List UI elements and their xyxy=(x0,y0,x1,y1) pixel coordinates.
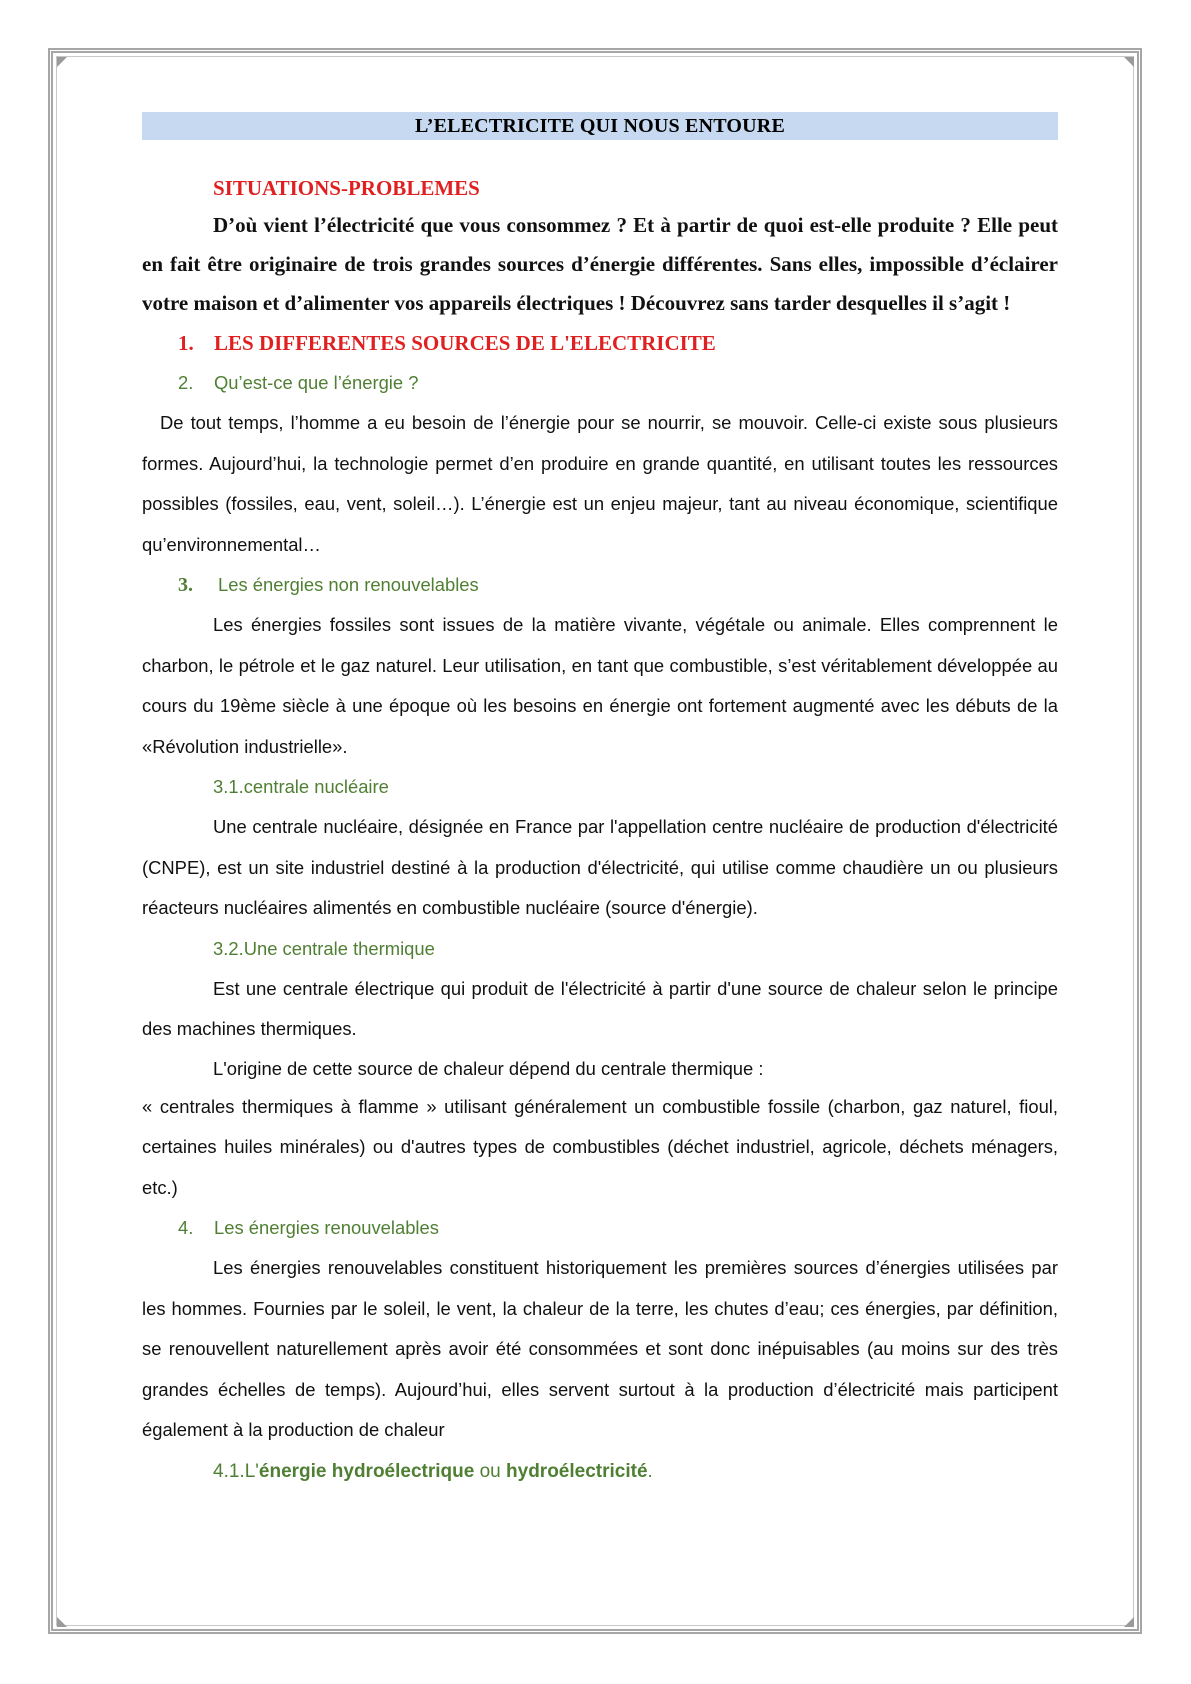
section-2-number: 2. xyxy=(178,372,194,393)
section-3-heading xyxy=(142,565,1058,605)
section-3-title: Les énergies non renouvelables xyxy=(218,574,479,595)
section-3-2-heading xyxy=(142,929,1058,969)
corner-ornament-top-right xyxy=(1124,57,1134,67)
section-3-2-text-3: « centrales thermiques à flamme » utilisant généralement un combustible fossile (charbon, gaz naturel, fioul, certaines huiles minérales) ou d'autres types de combustibles (déchet industriel, agricole, déchets ménagers, etc.) xyxy=(142,1095,1058,1198)
corner-ornament-top-left xyxy=(57,57,67,67)
section-3-1-number: 3.1. xyxy=(213,776,244,797)
section-2-heading xyxy=(142,363,1058,403)
section-2-title: Qu’est-ce que l’énergie ? xyxy=(214,372,419,393)
document-body xyxy=(142,112,1058,1493)
section-4-number: 4. xyxy=(178,1217,194,1238)
section-4-1-number: 4.1. xyxy=(213,1460,245,1482)
section-3-2-number: 3.2. xyxy=(213,937,244,959)
section-4-heading xyxy=(142,1208,1058,1248)
section-3-1-text: Une centrale nucléaire, désignée en France par l'appellation centre nucléaire de production d'électricité (CNPE), est un site industriel destiné à la production d'électricité, qui utilise comme chaudière un ou plusieurs réacteurs nucléaires alimentés en combustible nucléaire (source d'énergie). xyxy=(142,816,1058,918)
situations-text: D’où vient l’électricité que vous consommez ? Et à partir de quoi est-elle produite ? Elle peut en fait être originaire de trois grandes sources d’énergie différentes. Sans elles, impossible d’éclairer votre maison et d’alimenter vos appareils électriques ! Découvrez sans tarder desquelles il s’agit ! xyxy=(142,213,1058,315)
section-3-1-heading xyxy=(142,767,1058,807)
section-4-1-bold-2: hydroélectricité xyxy=(506,1460,648,1482)
section-3-2-text-2: L'origine de cette source de chaleur dépend du centrale thermique : xyxy=(213,1057,764,1079)
document-title: L’ELECTRICITE QUI NOUS ENTOURE xyxy=(142,112,1058,140)
section-3-2-title: Une centrale thermique xyxy=(243,937,435,959)
section-4-1-heading xyxy=(142,1451,1058,1493)
situations-heading: SITUATIONS-PROBLEMES xyxy=(213,176,480,200)
section-3-number: 3. xyxy=(178,574,193,596)
section-1-heading xyxy=(142,323,1058,363)
corner-ornament-bottom-left xyxy=(57,1617,67,1627)
section-1-title: LES DIFFERENTES SOURCES DE L'ELECTRICITE xyxy=(214,331,716,355)
section-4-1-prefix: L' xyxy=(244,1460,259,1482)
section-4-text: Les énergies renouvelables constituent historiquement les premières sources d’énergies utilisées par les hommes. Fournies par le soleil, le vent, la chaleur de la terre, les chutes d’eau; ces énergies, par définition, se renouvellent naturellement après avoir été consommées et sont donc inépuisables (au moins sur des très grandes échelles de temps). Aujourd’hui, elles servent surtout à la production d’électricité mais participent également à la production de chaleur xyxy=(142,1257,1058,1440)
section-4-1-bold-1: énergie hydroélectrique xyxy=(258,1460,475,1482)
section-4-1-middle: ou xyxy=(474,1460,507,1482)
section-4-1-suffix: . xyxy=(647,1460,653,1482)
section-1-number: 1. xyxy=(178,331,194,355)
corner-ornament-bottom-right xyxy=(1124,1617,1134,1627)
section-3-1-title: centrale nucléaire xyxy=(243,776,389,797)
section-2-text: De tout temps, l’homme a eu besoin de l’énergie pour se nourrir, se mouvoir. Celle-ci existe sous plusieurs formes. Aujourd’hui, la technologie permet d’en produire en grande quantité, en utilisant toutes les ressources possibles (fossiles, eau, vent, soleil…). L’énergie est un enjeu majeur, tant au niveau économique, scientifique qu’environnemental… xyxy=(142,412,1058,555)
section-3-text: Les énergies fossiles sont issues de la matière vivante, végétale ou animale. Elles comprennent le charbon, le pétrole et le gaz naturel. Leur utilisation, en tant que combustible, s’est véritablement développée au cours du 19ème siècle à une époque où les besoins en énergie ont fortement augmenté avec les débuts de la «Révolution industrielle». xyxy=(142,614,1058,757)
section-4-title: Les énergies renouvelables xyxy=(214,1217,439,1238)
section-3-2-text-1: Est une centrale électrique qui produit de l'électricité à partir d'une source de chaleur selon le principe des machines thermiques. xyxy=(142,977,1058,1039)
